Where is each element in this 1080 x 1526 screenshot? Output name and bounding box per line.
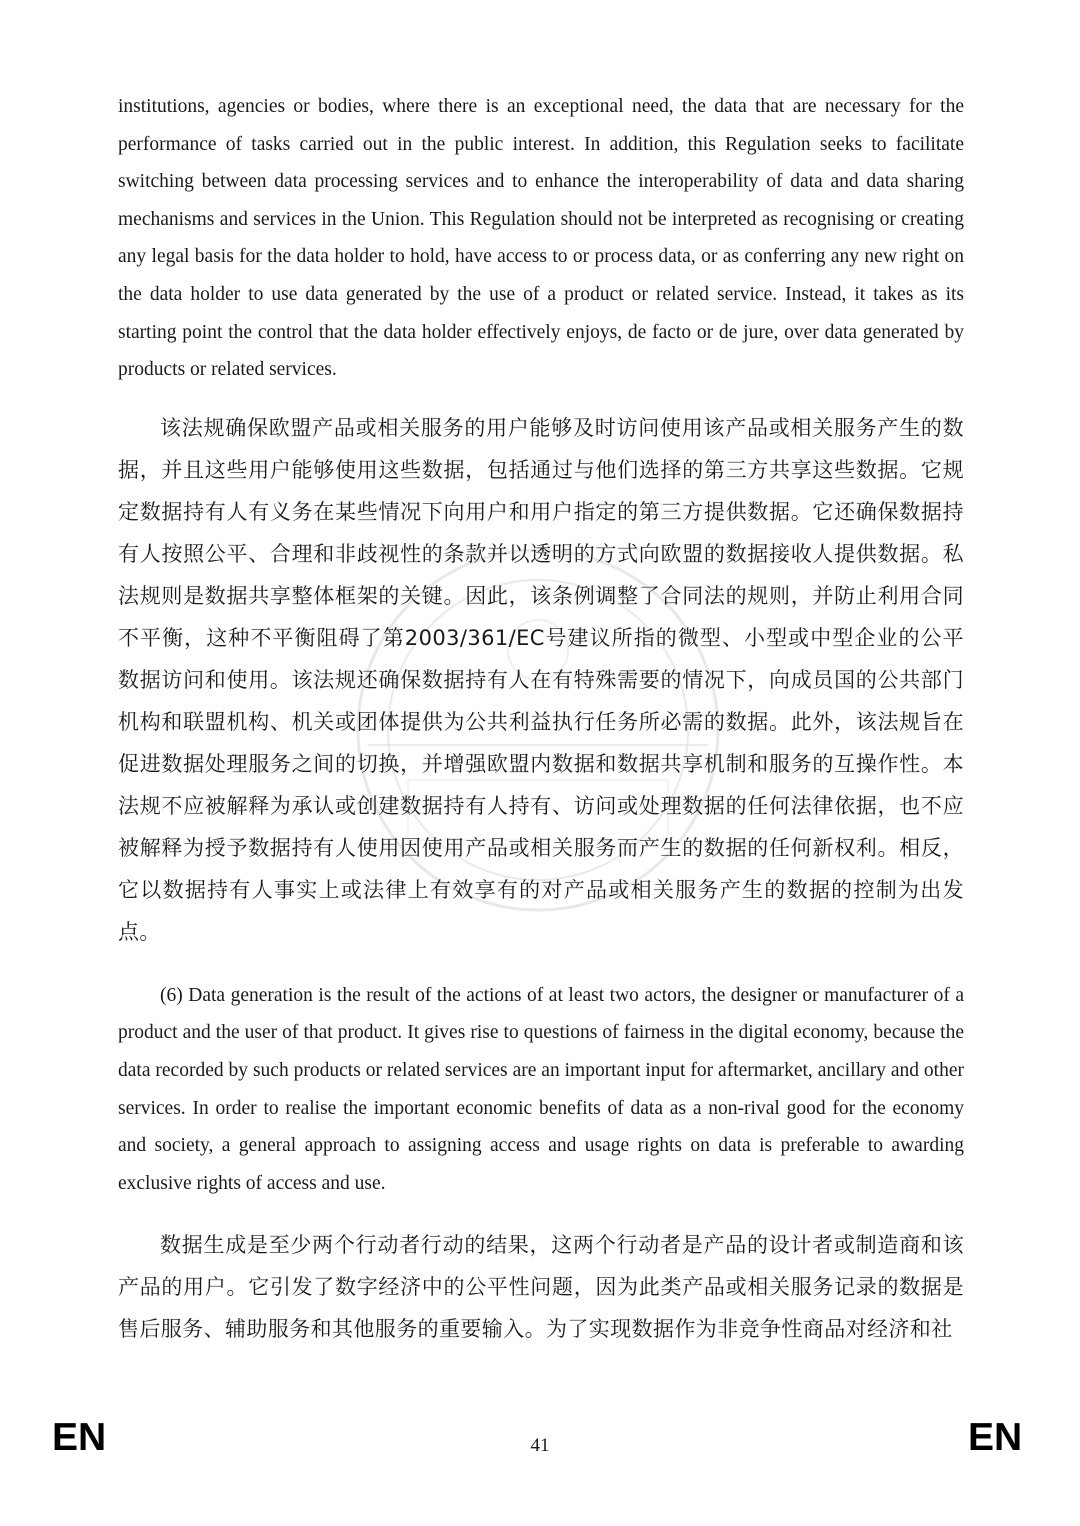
paragraph-en-continuation: institutions, agencies or bodies, where there is an exceptional need, the data that are necessary for the performance of tasks carried out in the public interest. In addition, this Regulation seeks to facilitate switching between data processing services and to enhance the interoperability of data and data sharing mechanisms and services in the Union. This Regulation should not be interpreted as recognising or creating any legal basis for the data holder to hold, have access to or process data, or as conferring any new right on the data holder to use data generated by the use of a product or related service. Instead, it takes as its starting point the control that the data holder effectively enjoys, de facto or de jure, over data generated by products or related services. [118,96,964,381]
paragraph-zh-translation-1: 该法规确保欧盟产品或相关服务的用户能够及时访问使用该产品或相关服务产生的数据，并且这些用户能够使用这些数据，包括通过与他们选择的第三方共享这些数据。它规定数据持有人有义务在某些情况下向用户和用户指定的第三方提供数据。它还确保数据持有人按照公平、合理和非歧视性的条款并以透明的方式向欧盟的数据接收人提供数据。私法规则是数据共享整体框架的关键。因此，该条例调整了合同法的规则，并防止利用合同不平衡，这种不平衡阻碍了第2003/361/EC号建议所指的微型、小型或中型企业的公平数据访问和使用。该法规还确保数据持有人在有特殊需要的情况下，向成员国的公共部门机构和联盟机构、机关或团体提供为公共利益执行任务所必需的数据。此外，该法规旨在促进数据处理服务之间的切换，并增强欧盟内数据和数据共享机制和服务的互操作性。本法规不应被解释为承认或创建数据持有人持有、访问或处理数据的任何法律依据，也不应被解释为授予数据持有人使用因使用产品或相关服务而产生的数据的任何新权利。相反，它以数据持有人事实上或法律上有效享有的对产品或相关服务产生的数据的控制为出发点。 [118,415,964,944]
paragraph-en-recital-6: (6) Data generation is the result of the actions of at least two actors, the designer or manufacturer of a product and the user of that product. It gives rise to questions of fairness in the digital economy, because the data recorded by such products or related services are an important input for aftermarket, ancillary and other services. In order to realise the important economic benefits of data as a non-rival good for the economy and society, a general approach to assigning access and usage rights on data is preferable to awarding exclusive rights of access and use. [118,984,964,1194]
footer-language-label-right: EN [968,1416,1023,1459]
footer-language-label-left: EN [52,1416,107,1459]
paragraph-zh-translation-2: 数据生成是至少两个行动者行动的结果，这两个行动者是产品的设计者或制造商和该产品的用户。它引发了数字经济中的公平性问题，因为此类产品或相关服务记录的数据是售后服务、辅助服务和其他服务的重要输入。为了实现数据作为非竞争性商品对经济和社 [118,1233,964,1342]
page-number: 41 [530,1435,550,1456]
document-body [118,88,964,1350]
